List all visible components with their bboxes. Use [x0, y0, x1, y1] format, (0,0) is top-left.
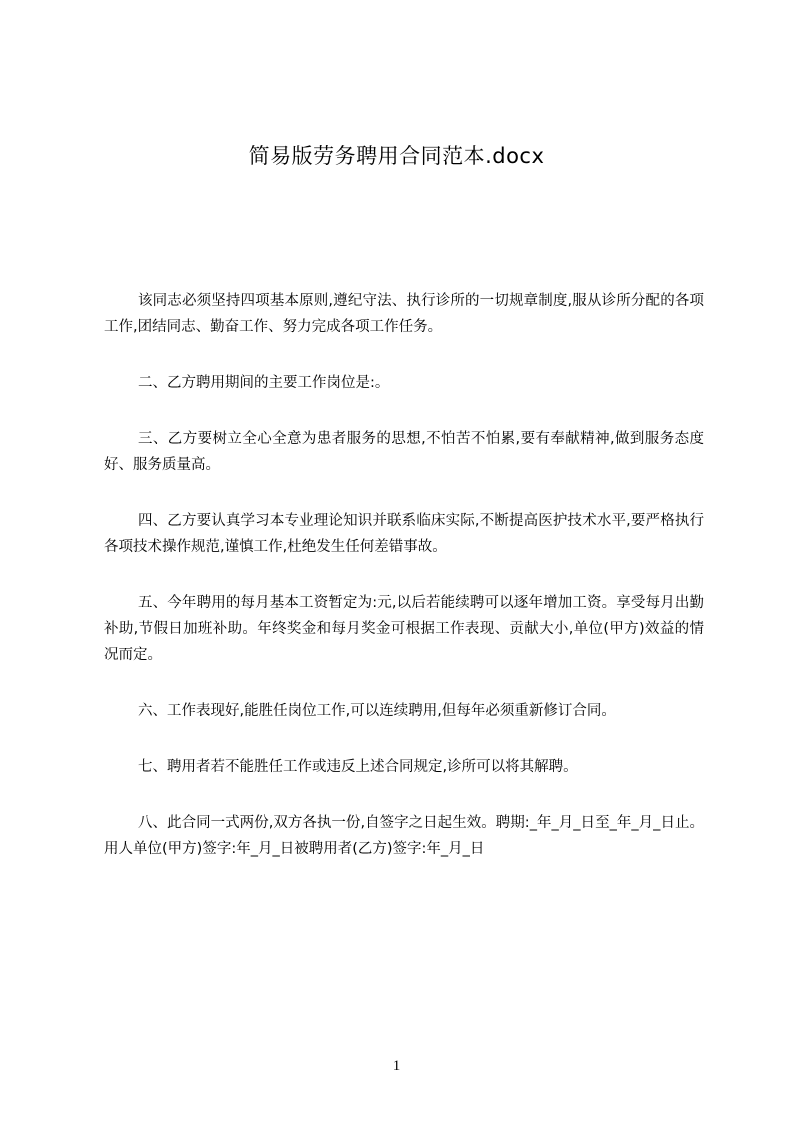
paragraph-clause-2: 二、乙方聘用期间的主要工作岗位是:。 [138, 375, 390, 391]
page-number: 1 [392, 1058, 401, 1074]
paragraph-clause-3: 三、乙方要树立全心全意为患者服务的思想,不怕苦不怕累,要有奉献精神,做到服务态度好、服务质量高。 [104, 431, 704, 473]
paragraph-clause-5: 五、今年聘用的每月基本工资暂定为:元,以后若能续聘可以逐年增加工资。享受每月出勤补助,节假日加班补助。年终奖金和每月奖金可根据工作表现、贡献大小,单位(甲方)效益的情况而定。 [104, 595, 704, 663]
paragraph-principles: 该同志必须坚持四项基本原则,遵纪守法、执行诊所的一切规章制度,服从诊所分配的各项工作,团结同志、勤奋工作、努力完成各项工作任务。 [104, 293, 704, 335]
document-body [104, 288, 704, 892]
paragraph-clause-4: 四、乙方要认真学习本专业理论知识并联系临床实际,不断提高医护技术水平,要严格执行各项技术操作规范,谨慎工作,杜绝发生任何差错事故。 [104, 513, 704, 555]
paragraph-clause-7: 七、聘用者若不能胜任工作或违反上述合同规定,诊所可以将其解聘。 [138, 759, 578, 775]
paragraph-clause-8: 八、此合同一式两份,双方各执一份,自签字之日起生效。聘期:_年_月_日至_年_月_日止。用人单位(甲方)签字:年_月_日被聘用者(乙方)签字:年_月_日 [104, 815, 704, 857]
paragraph-clause-6: 六、工作表现好,能胜任岗位工作,可以连续聘用,但每年必须重新修订合同。 [138, 703, 616, 719]
document-title: 简易版劳务聘用合同范本.docx [248, 144, 545, 168]
